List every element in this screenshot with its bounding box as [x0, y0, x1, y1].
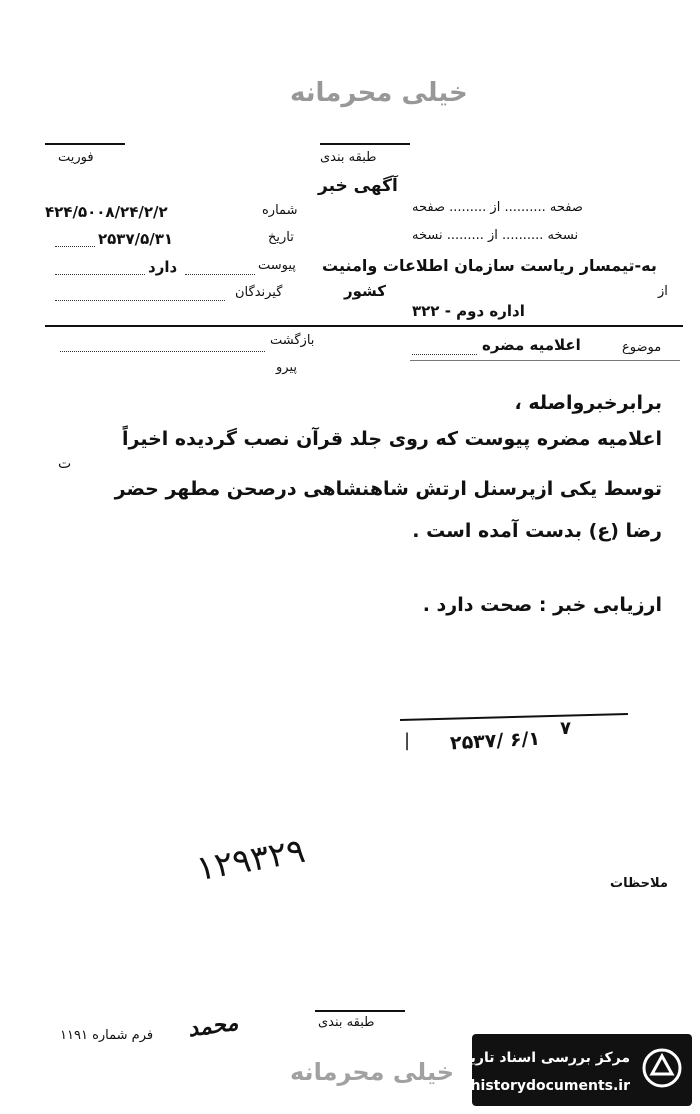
handwritten-number: ۱۲۹۳۲۹: [193, 830, 309, 890]
rule-footer: [315, 1010, 405, 1012]
registry-line: [400, 713, 628, 721]
from-label: از: [658, 284, 668, 299]
rule-main: [45, 325, 683, 327]
subject-underline: [410, 360, 680, 361]
rule-center-top: [320, 143, 410, 145]
subject-value: اعلامیه مضره: [482, 336, 581, 354]
priority-label: فوریت: [58, 150, 94, 165]
returned-label: بازگشت: [270, 333, 315, 348]
date-label: تاریخ: [268, 230, 294, 245]
rule-left-top: [45, 143, 125, 145]
top-secret-stamp: خیلی محرمانه: [290, 78, 468, 108]
registry-bar: |: [404, 730, 411, 751]
date-value: ۲۵۳۷/۵/۳۱: [98, 230, 174, 248]
attachment-value: دارد: [148, 258, 178, 276]
from-value: اداره دوم - ۳۲۲: [412, 302, 525, 320]
watermark-url[interactable]: historydocuments.ir: [470, 1078, 630, 1094]
greeting: برابرخبرواصله ،: [514, 392, 662, 414]
attachment-dots: [55, 274, 145, 275]
page-line: صفحه .......... از ......... صفحه: [412, 200, 583, 215]
returned-dots: [60, 351, 265, 352]
recipients-dots: [55, 300, 225, 301]
registry-number-year: ۷: [560, 718, 571, 739]
copy-line: نسخه .......... از ......... نسخه: [412, 228, 579, 243]
insert-mark: ت: [58, 456, 72, 472]
subject-label: موضوع: [622, 340, 662, 355]
watermark-title: مرکز بررسی اسناد تاریخی: [446, 1050, 630, 1066]
footer-classification-label: طبقه بندی: [318, 1015, 375, 1030]
number-label: شماره: [262, 203, 298, 218]
follow-label: پیرو: [276, 360, 297, 375]
body-line-1: اعلامیه مضره پیوست که روی جلد قرآن نصب گردیده اخیراً: [122, 428, 662, 450]
recipients-label: گیرندگان: [235, 285, 283, 300]
subject-dots: [412, 354, 477, 355]
remarks-label: ملاحظات: [610, 876, 668, 891]
registry-number: ۲۵۳۷/ ۶/۱: [449, 727, 541, 755]
date-dots: [55, 246, 95, 247]
form-number-label: فرم شماره ۱۱۹۱: [60, 1028, 154, 1043]
recipient-line-2: کشور: [344, 282, 387, 300]
watermark-logo-icon: [640, 1046, 684, 1090]
number-value: ۴۲۴/۵۰۰۸/۲۴/۲/۲: [45, 203, 168, 221]
body-line-2: توسط یکی ازپرسنل ارتش شاهنشاهی درصحن مطهر حضر: [114, 478, 662, 500]
classification-label: طبقه بندی: [320, 150, 377, 165]
attachment-dots-2: [185, 274, 255, 275]
assessment-line: ارزیابی خبر : صحت دارد .: [422, 594, 662, 616]
signature: محمد: [186, 1010, 240, 1043]
document-type: آگهی خبر: [318, 176, 398, 196]
body-line-3: رضا (ع) بدست آمده است .: [412, 520, 662, 542]
bottom-secret-stamp: خیلی محرمانه: [290, 1058, 455, 1086]
recipient-line: به-تیمسار ریاست سازمان اطلاعات وامنیت: [322, 256, 657, 275]
attachment-label: پیوست: [258, 258, 296, 273]
